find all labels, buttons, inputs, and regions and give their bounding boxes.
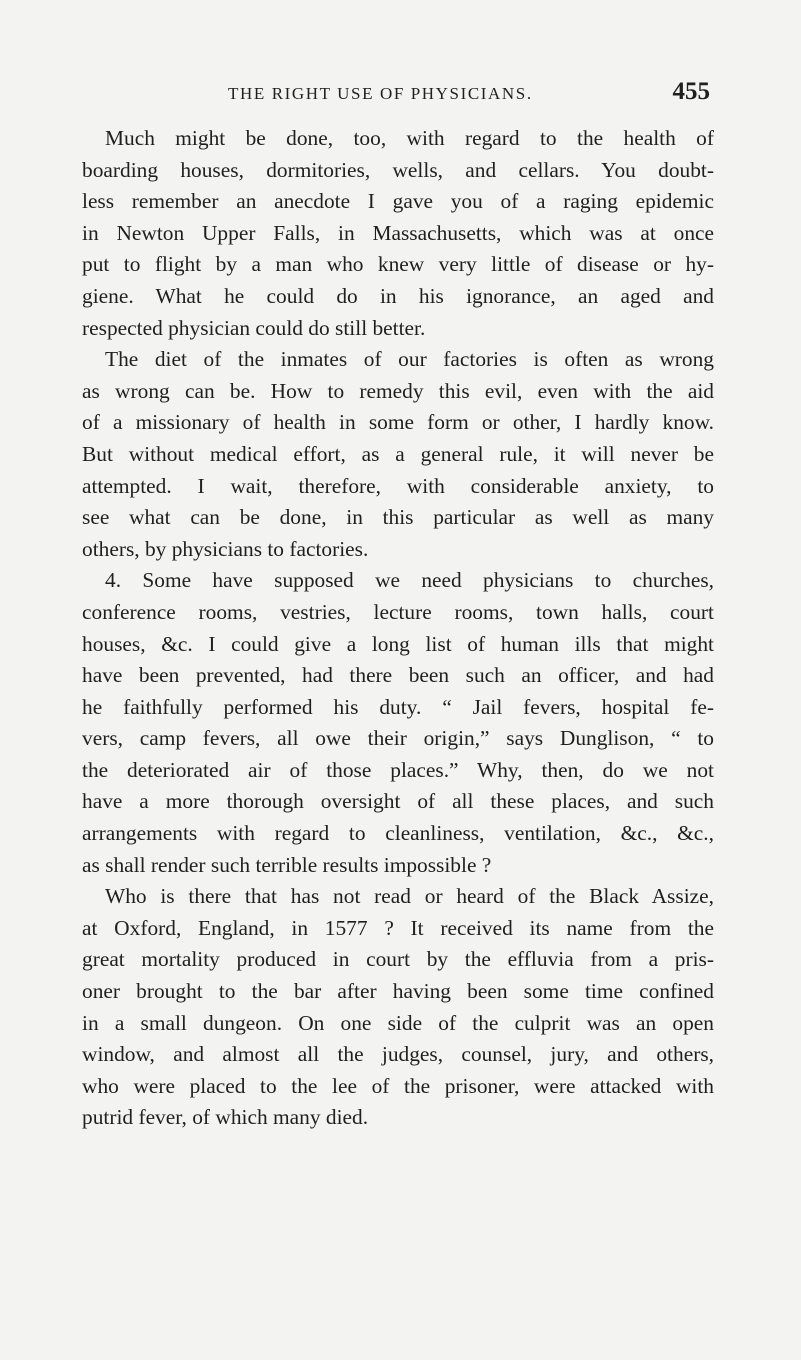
page-number: 455 — [672, 78, 710, 105]
text-line: putrid fever, of which many died. — [82, 1105, 369, 1130]
text-line: vers, camp fevers, all owe their origin,” says Dunglison, “ to — [82, 726, 714, 751]
text-line: houses, &c. I could give a long list of human ills that might — [82, 631, 714, 656]
text-line: 4. Some have supposed we need physicians to churches, — [105, 568, 714, 593]
text-line: great mortality produced in court by the effluvia from a pris- — [82, 947, 714, 972]
text-line: respected physician could do still better. — [82, 315, 426, 340]
body-text — [82, 123, 714, 1134]
text-line: boarding houses, dormitories, wells, and cellars. You doubt- — [82, 157, 714, 182]
text-line: put to flight by a man who knew very little of disease or hy- — [82, 252, 714, 277]
text-line: Much might be done, too, with regard to the health of — [105, 126, 714, 150]
text-line: The diet of the inmates of our factories is often as wrong — [105, 347, 714, 372]
text-line: the deteriorated air of those places.” Why, then, do we not — [82, 757, 714, 782]
text-line: attempted. I wait, therefore, with considerable anxiety, to — [82, 473, 714, 498]
text-line: of a missionary of health in some form or other, I hardly know. — [82, 410, 714, 435]
running-head — [80, 78, 710, 118]
text-line: as wrong can be. How to remedy this evil, even with the aid — [82, 378, 714, 403]
text-line: in Newton Upper Falls, in Massachusetts, which was at once — [82, 220, 714, 245]
running-title: THE RIGHT USE OF PHYSICIANS. — [228, 84, 533, 103]
text-line: at Oxford, England, in 1577 ? It received its name from the — [82, 915, 714, 940]
text-line: others, by physicians to factories. — [82, 536, 369, 561]
text-line: in a small dungeon. On one side of the culprit was an open — [82, 1010, 714, 1035]
text-line: oner brought to the bar after having been some time confined — [82, 979, 714, 1004]
text-line: he faithfully performed his duty. “ Jail fevers, hospital fe- — [82, 694, 714, 719]
text-line: have been prevented, had there been such an officer, and had — [82, 663, 714, 688]
text-line: giene. What he could do in his ignorance, an aged and — [82, 283, 714, 308]
text-line: arrangements with regard to cleanliness, ventilation, &c., &c., — [82, 821, 714, 846]
text-line: see what can be done, in this particular as well as many — [82, 505, 714, 530]
text-line: who were placed to the lee of the prisoner, were attacked with — [82, 1073, 714, 1098]
text-line: conference rooms, vestries, lecture rooms, town halls, court — [82, 599, 714, 624]
text-line: window, and almost all the judges, counsel, jury, and others, — [82, 1042, 714, 1067]
text-line: as shall render such terrible results impossible ? — [82, 852, 492, 877]
text-line: Who is there that has not read or heard of the Black Assize, — [105, 884, 714, 909]
text-line: less remember an anecdote I gave you of a raging epidemic — [82, 189, 714, 214]
text-line: have a more thorough oversight of all these places, and such — [82, 789, 714, 814]
text-line: But without medical effort, as a general rule, it will never be — [82, 441, 714, 466]
